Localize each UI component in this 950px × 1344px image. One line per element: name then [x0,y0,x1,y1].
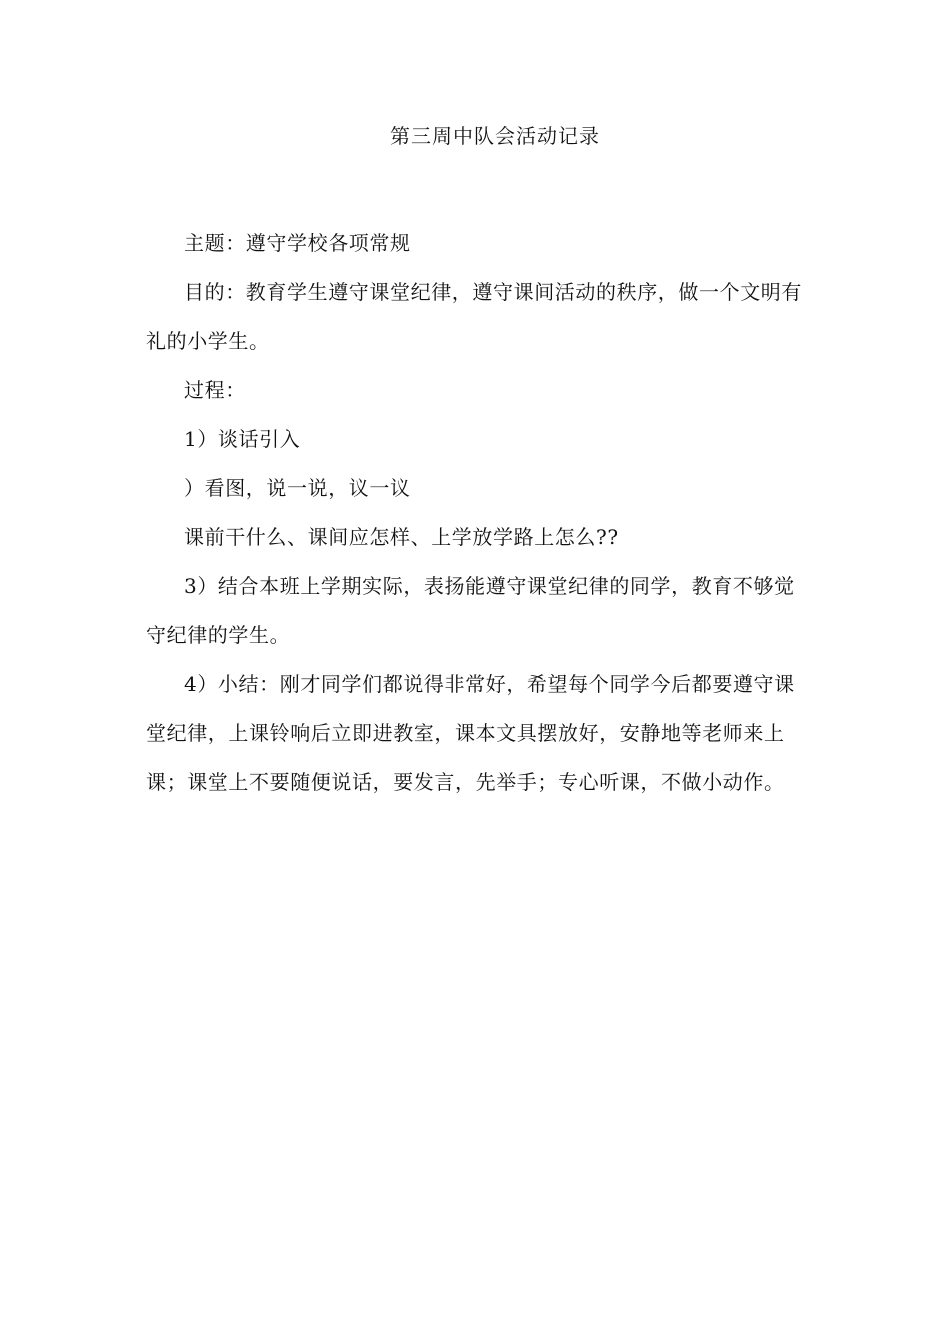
paragraph-process-heading: 过程： [184,378,246,402]
document-body [146,219,808,807]
document-title: 第三周中队会活动记录 [390,124,600,148]
paragraph-step-3: 3）结合本班上学期实际，表扬能遵守课堂纪律的同学，教育不够觉守纪律的学生。 [146,574,795,647]
paragraph-step-4: 4）小结：刚才同学们都说得非常好，希望每个同学今后都要遵守课堂纪律，上课铃响后立即进教室，课本文具摆放好，安静地等老师来上课；课堂上不要随便说话，要发言，先举手；专心听课，不做小动作。 [146,672,795,794]
paragraph-step-1: 1）谈话引入 [184,427,301,451]
paragraph-step-2-detail: 课前干什么、课间应怎样、上学放学路上怎么?? [184,525,619,549]
paragraph-purpose: 目的：教育学生遵守课堂纪律，遵守课间活动的秩序，做一个文明有礼的小学生。 [146,280,802,353]
paragraph-theme: 主题：遵守学校各项常规 [184,231,411,255]
paragraph-step-2: ）看图，说一说，议一议 [184,476,411,500]
